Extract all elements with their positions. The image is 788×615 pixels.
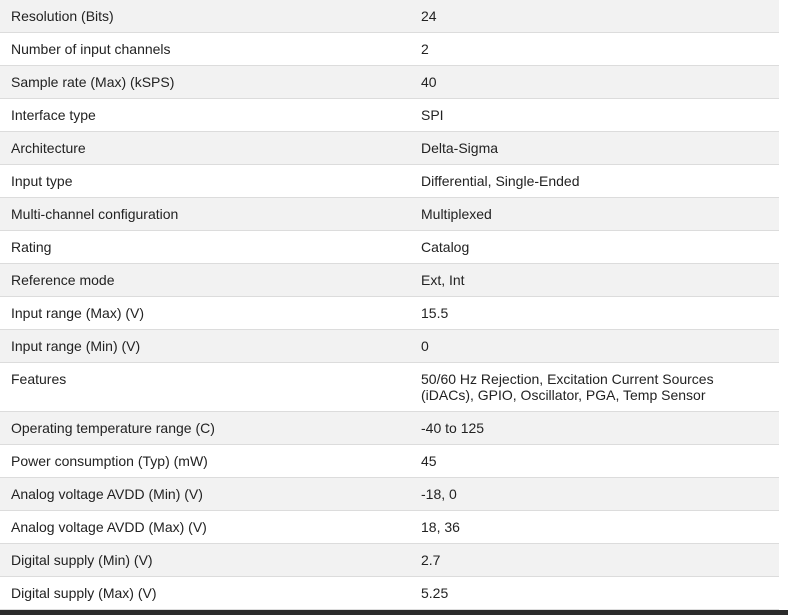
parameter-value: -40 to 125 <box>410 412 779 445</box>
table-row <box>0 231 779 264</box>
parameter-name: Number of input channels <box>0 33 410 66</box>
parameter-name: Digital supply (Max) (V) <box>0 577 410 610</box>
parameter-name: Input type <box>0 165 410 198</box>
table-row <box>0 66 779 99</box>
parameter-value: 5.25 <box>410 577 779 610</box>
parameter-name: Reference mode <box>0 264 410 297</box>
table-row <box>0 363 779 412</box>
parameter-value: Catalog <box>410 231 779 264</box>
parameter-name: Input range (Max) (V) <box>0 297 410 330</box>
bottom-edge-divider <box>0 610 788 615</box>
parameter-name: Architecture <box>0 132 410 165</box>
parameter-value: 18, 36 <box>410 511 779 544</box>
table-row <box>0 478 779 511</box>
table-row <box>0 511 779 544</box>
table-row <box>0 0 779 33</box>
table-row <box>0 264 779 297</box>
table-row <box>0 132 779 165</box>
parameter-name: Analog voltage AVDD (Max) (V) <box>0 511 410 544</box>
parameter-name: Multi-channel configuration <box>0 198 410 231</box>
parameter-value: 40 <box>410 66 779 99</box>
table-row <box>0 99 779 132</box>
table-row <box>0 577 779 610</box>
table-row <box>0 330 779 363</box>
parameter-name: Features <box>0 363 410 412</box>
parameter-value: -18, 0 <box>410 478 779 511</box>
parameter-name: Input range (Min) (V) <box>0 330 410 363</box>
parameter-name: Sample rate (Max) (kSPS) <box>0 66 410 99</box>
table-row <box>0 165 779 198</box>
parameter-name: Rating <box>0 231 410 264</box>
parameter-name: Interface type <box>0 99 410 132</box>
parameter-value: Ext, Int <box>410 264 779 297</box>
parameter-value: SPI <box>410 99 779 132</box>
parameter-value: 24 <box>410 0 779 33</box>
parameter-value: Multiplexed <box>410 198 779 231</box>
parameter-name: Power consumption (Typ) (mW) <box>0 445 410 478</box>
table-row <box>0 445 779 478</box>
parameter-value: 45 <box>410 445 779 478</box>
table-row <box>0 198 779 231</box>
parameter-value: Delta-Sigma <box>410 132 779 165</box>
table-row <box>0 412 779 445</box>
parameter-value: Differential, Single-Ended <box>410 165 779 198</box>
parameter-value: 50/60 Hz Rejection, Excitation Current Sources (iDACs), GPIO, Oscillator, PGA, Temp Sensor <box>410 363 779 412</box>
parameter-name: Resolution (Bits) <box>0 0 410 33</box>
parameter-value: 0 <box>410 330 779 363</box>
parameter-value: 15.5 <box>410 297 779 330</box>
table-row <box>0 33 779 66</box>
parameter-name: Analog voltage AVDD (Min) (V) <box>0 478 410 511</box>
parameter-value: 2.7 <box>410 544 779 577</box>
parameter-value: 2 <box>410 33 779 66</box>
parameter-name: Digital supply (Min) (V) <box>0 544 410 577</box>
parameter-name: Operating temperature range (C) <box>0 412 410 445</box>
table-row <box>0 544 779 577</box>
table-row <box>0 297 779 330</box>
